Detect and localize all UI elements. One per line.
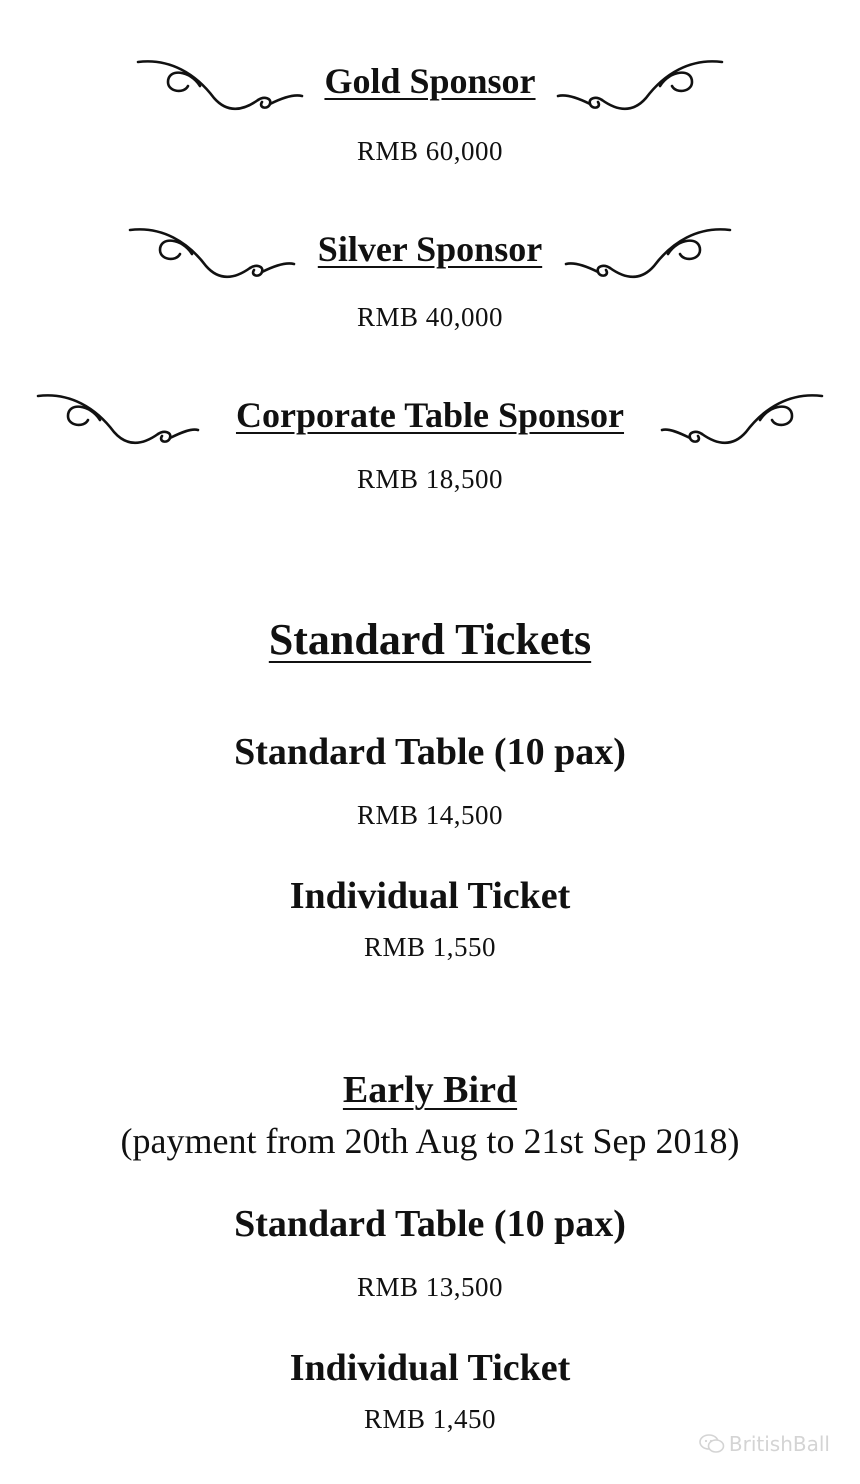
ticket-title: Individual Ticket [289,875,571,917]
sponsor-corporate [0,386,860,476]
ticket-price: RMB 13,500 [356,1272,504,1302]
early-bird-heading: Early Bird [342,1069,518,1111]
ticket-title: Standard Table (10 pax) [234,1203,626,1245]
ticket-price: RMB 1,550 [363,932,497,962]
sponsor-price: RMB 18,500 [356,464,504,494]
ticket-price: RMB 1,450 [363,1404,497,1434]
wechat-icon [699,1434,725,1454]
ticket-title: Individual Ticket [289,1347,571,1389]
sponsor-silver [0,220,860,310]
early-bird-note: (payment from 20th Aug to 21st Sep 2018) [120,1121,740,1161]
sponsor-title: Gold Sponsor [324,61,536,101]
sponsor-title: Silver Sponsor [317,229,543,269]
sponsor-price: RMB 40,000 [356,302,504,332]
sponsor-gold [0,52,860,142]
watermark-text: BritishBall [728,1432,830,1456]
watermark [699,1432,830,1456]
sponsor-title: Corporate Table Sponsor [235,395,625,435]
standard-tickets-heading: Standard Tickets [268,615,592,664]
sponsor-price: RMB 60,000 [356,136,504,166]
ticket-title: Standard Table (10 pax) [234,731,626,773]
ticket-price: RMB 14,500 [356,800,504,830]
